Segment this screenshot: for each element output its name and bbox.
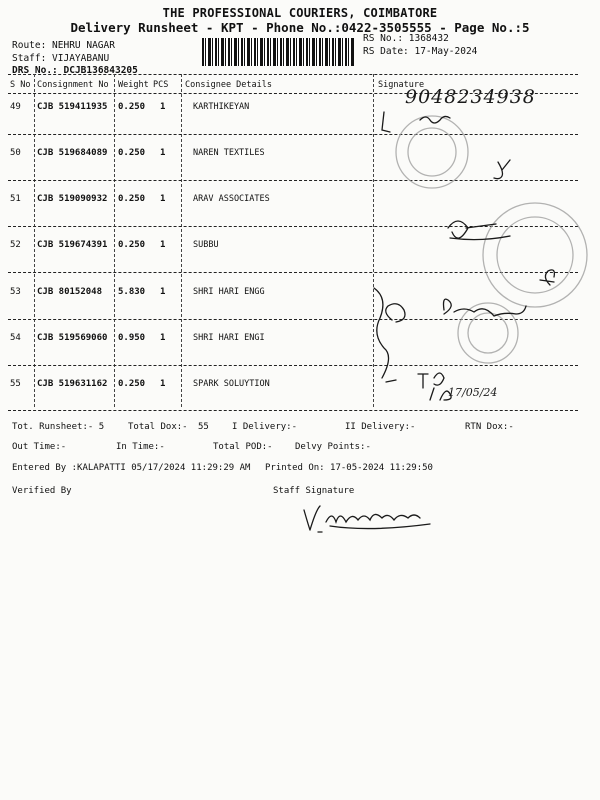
row-consignment: CJB 519631162 (37, 379, 108, 389)
rs-info (363, 33, 477, 58)
row-consignee: SUBBU (193, 240, 219, 250)
row-consignee: SHRI HARI ENGI (193, 333, 265, 343)
row-consignment: CJB 519411935 (37, 102, 108, 112)
row-pcs: 1 (160, 379, 166, 389)
route-label: Route: NEHRU NAGAR (12, 40, 115, 51)
col-header-consignment: Consignment No (37, 80, 109, 90)
staff-signature-scribble (300, 500, 450, 540)
drs-label: DRS No.: (12, 65, 58, 76)
handwritten-date: 17/05/24 (448, 386, 498, 399)
row-consignee: NAREN TEXTILES (193, 148, 265, 158)
route-info (12, 40, 138, 78)
tot-runsheet: Tot. Runsheet:- 5 (12, 422, 105, 432)
col-header-weight: Weight (118, 80, 149, 90)
total-dox-label: Total Dox:- (128, 422, 188, 432)
row-consignee: SHRI HARI ENGG (193, 287, 265, 297)
row-consignee: ARAV ASSOCIATES (193, 194, 270, 204)
drs-number: DCJB136843205 (63, 65, 138, 76)
row-consignment: CJB 80152048 (37, 287, 103, 297)
col-header-consignee: Consignee Details (185, 80, 272, 90)
rs-number: RS No.: 1368432 (363, 33, 449, 44)
runsheet-title: Delivery Runsheet - KPT - Phone No.:0422-3505555 - Page No.:5 (70, 20, 530, 35)
col-header-pcs: PCS (153, 80, 169, 90)
row-pcs: 1 (160, 333, 166, 343)
col-header-signature: Signature (378, 80, 425, 90)
row-weight: 0.250 (118, 148, 146, 158)
row-consignee: KARTHIKEYAN (193, 102, 250, 112)
row-sno: 55 (10, 379, 21, 389)
row-sno: 49 (10, 102, 21, 112)
row-weight: 0.950 (118, 333, 146, 343)
row-weight: 0.250 (118, 102, 146, 112)
row-consignment: CJB 519684089 (37, 148, 108, 158)
col-divider (34, 74, 35, 407)
verified-by: Verified By (12, 486, 72, 496)
row-consignment: CJB 519090932 (37, 194, 108, 204)
row-weight: 5.830 (118, 287, 146, 297)
row-pcs: 1 (160, 240, 166, 250)
total-dox-value: 55 (198, 422, 209, 432)
table-top-rule (8, 74, 578, 75)
handwritten-phone: 9048234938 (405, 86, 536, 108)
row-sno: 54 (10, 333, 21, 343)
out-time: Out Time:- (12, 442, 67, 452)
ii-delivery: II Delivery:- (345, 422, 416, 432)
row-consignee: SPARK SOLUYTION (193, 379, 270, 389)
total-pod: Total POD:- (213, 442, 273, 452)
row-consignment: CJB 519674391 (37, 240, 108, 250)
entered-by: Entered By :KALAPATTI 05/17/2024 11:29:29 AM (12, 463, 251, 473)
row-weight: 0.250 (118, 240, 146, 250)
row-sno: 52 (10, 240, 21, 250)
printed-on: Printed On: 17-05-2024 11:29:50 (265, 463, 433, 473)
row-pcs: 1 (160, 287, 166, 297)
row-pcs: 1 (160, 194, 166, 204)
signature-column-overlay (370, 80, 595, 420)
delvy-points: Delvy Points:- (295, 442, 371, 452)
col-header-sno: S No (10, 80, 31, 90)
row-sno: 53 (10, 287, 21, 297)
row-sno: 50 (10, 148, 21, 158)
col-divider (181, 74, 182, 407)
row-weight: 0.250 (118, 379, 146, 389)
row-weight: 0.250 (118, 194, 146, 204)
rtn-dox: RTN Dox:- (465, 422, 514, 432)
company-name: THE PROFESSIONAL COURIERS, COIMBATORE (162, 6, 438, 20)
staff-signature-label: Staff Signature (273, 486, 355, 496)
staff-label: Staff: VIJAYABANU (12, 52, 110, 64)
barcode (202, 38, 354, 66)
row-pcs: 1 (160, 102, 166, 112)
row-sno: 51 (10, 194, 21, 204)
row-pcs: 1 (160, 148, 166, 158)
drs-line (12, 65, 138, 78)
row-consignment: CJB 519569060 (37, 333, 108, 343)
rs-date: RS Date: 17-May-2024 (363, 45, 478, 57)
i-delivery: I Delivery:- (232, 422, 298, 432)
in-time: In Time:- (116, 442, 165, 452)
col-divider (114, 74, 115, 407)
